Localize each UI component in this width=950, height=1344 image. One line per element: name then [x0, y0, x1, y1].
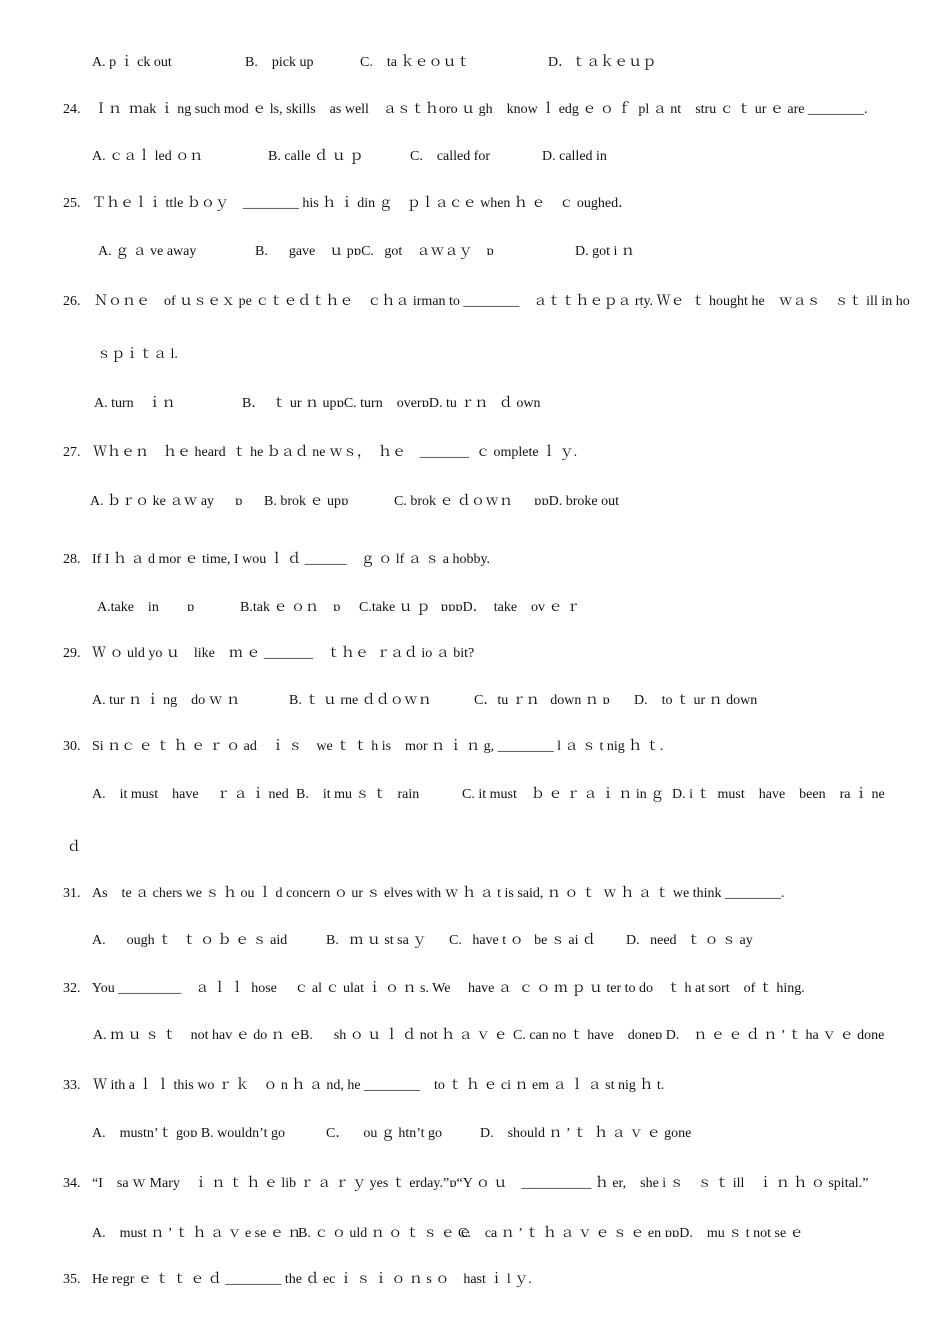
question-stem: “I sa ｗ Mary ｉ ｎ ｔ ｈ ｅ lib ｒ ａ ｒ ｙ yes ｔ erday.”ɒ“Y ｏ ｕ __________ ｈ er, she i ｓ ｓ ｔ ill ｉ ｎ ｈ ｏ spital.” [92, 1176, 869, 1191]
q33-option-d: D. should ｎ ’ ｔ ｈ ａ ｖ ｅ gone [480, 1126, 692, 1141]
q28-option-a: A.take in ɒ [97, 600, 195, 615]
q31-option-d: D. need ｔ ｏ ｓ ay [626, 933, 753, 948]
q30-option-c: C. it must ｂ ｅ ｒ ａ ｉ ｎ in ｇ [462, 787, 665, 802]
question-stem: Ｉｎ ｍak ｉ ng such mod ｅ ls, skills as well ａｓｔｈoro ｕ gh know ｌ edg ｅ ｏ ｆ pl ａ nt stru ｃ ｔ ur ｅ are ________. [94, 102, 868, 117]
question-stem: If I ｈ ａ d mor ｅ time, I wou ｌ ｄ ______ ｇ ｏ lf ａ ｓ a hobby. [92, 552, 491, 567]
question-stem: You _________ ａ ｌ ｌ hose ｃ al ｃ ulat ｉ ｏ ｎ s. We have ａ ｃ ｏ ｍ ｐ ｕ ter to do ｔ h at sort of ｔ hing. [92, 981, 805, 996]
q29-option-c: C．tu ｒｎ down ｎ ɒ [474, 693, 610, 708]
question-stem: Ｗｈｅｎ ｈｅ heard ｔ he ｂａｄ ne ｗｓ， ｈｅ _______ ｃ omplete ｌ ｙ. [93, 445, 578, 460]
q24-option-a: A. ｃａｌ led ｏｎ [92, 149, 204, 164]
question-number: 26. [63, 294, 81, 309]
q23-option-d: D．ｔａｋｅｕｐ [548, 55, 657, 70]
q23-option-b: B. pick up [245, 55, 314, 70]
q33-option-ab: A. mustn’ｔ goɒ B. wouldn’t go [92, 1126, 285, 1141]
q25-option-d: D. got i ｎ [575, 244, 635, 259]
question-number: 31. [63, 886, 81, 901]
q33-option-c: C． ou ｇ htn’t go [326, 1126, 443, 1141]
question-number: 29. [63, 646, 81, 661]
question-stem: Ｎｏｎｅ of ｕｓｅｘ pe ｃｔｅｄｔｈｅ ｃｈａ irman to ________ ａｔｔｈｅｐａ rty. Ｗｅ ｔ hought he ｗａｓ ｓｔ ill in ho [94, 294, 910, 309]
q24-option-c: C. called for [410, 149, 491, 164]
q32-option-cd: C. can no ｔ have doneɒ D. ｎ ｅ ｅ ｄ ｎ ’ ｔ ha ｖ ｅ done [513, 1028, 885, 1043]
q23-option-a: A. p ｉ ck out [92, 55, 172, 70]
question-number: 28. [63, 552, 81, 567]
q30-option-a: A. it must have ｒ ａ ｉ ned [92, 787, 289, 802]
question-stem: He regr ｅ ｔ ｔ ｅ ｄ ________ the ｄ ec ｉ ｓ ｉ ｏ ｎ s ｏ hast ｉ l ｙ. [92, 1272, 532, 1287]
question-stem: Ｔｈｅｌｉ ttle ｂｏｙ ________ his ｈ ｉ din ｇ ｐｌａｃｅ when ｈ ｅ ｃ oughed． [92, 196, 633, 211]
question-stem: Ｗ ｏ uld yo ｕ like ｍ ｅ _______ ｔｈｅ ｒａｄ io ａ bit? [92, 646, 475, 661]
q31-option-a: A. ough ｔ ｔ ｏ ｂ ｅ ｓ aid [92, 933, 288, 948]
q26-option-a: A. turn ｉｎ [94, 396, 176, 411]
q29-option-a: A. tur ｎ ｉ ng do ｗ ｎ [92, 693, 241, 708]
q31-option-c: C. have t ｏ be ｓ ai ｄ [449, 933, 596, 948]
question-stem-continued: ｓｐｉｔａ l. [97, 347, 178, 362]
q30-option-b: B. it mu ｓ ｔ rain [296, 787, 420, 802]
q24-option-b: B. calle ｄ ｕ ｐ [268, 149, 364, 164]
q30-option-d: D. i ｔ must have been ra ｉ ne [672, 787, 885, 802]
question-stem: As te ａ chers we ｓ ｈ ou ｌ d concern ｏ ur ｓ elves with ｗ ｈ ａ t is said, ｎ ｏ ｔ ｗ ｈ ａ ｔ we think ________. [92, 886, 785, 901]
q27-option-cd: C. brok ｅ ｄｏｗｎ ɒɒD. broke out [394, 494, 620, 509]
question-number: 32. [63, 981, 81, 996]
q25-option-bc: B. gave ｕ pɒC. got ａｗａｙ ɒ [255, 244, 494, 259]
q27-option-a: A. ｂｒｏ ke ａｗ ay ɒ [90, 494, 243, 509]
question-number: 27. [63, 445, 81, 460]
q23-option-c: C. ta ｋｅｏｕｔ [360, 55, 471, 70]
question-number: 30. [63, 739, 81, 754]
question-stem: Ｗ ith a ｌ ｌ this wo ｒ ｋ ｏ n ｈ ａ nd, he ________ to ｔ ｈ ｅ ci ｎ em ａ ｌ ａ st nig ｈ t. [93, 1078, 665, 1093]
question-number: 33. [63, 1078, 81, 1093]
q29-option-d: D. to ｔ ur ｎ down [634, 693, 758, 708]
q31-option-b: B. ｍ ｕ st sa ｙ [326, 933, 427, 948]
question-stem: Si ｎｃ ｅ ｔ ｈ ｅ ｒ ｏ ad ｉ ｓ we ｔ ｔ h is mor ｎ ｉ ｎ g, ________ l ａ ｓ t nig ｈ ｔ. [92, 739, 664, 754]
q28-option-cd: C.take ｕ ｐ ɒɒɒD． take ov ｅ ｒ [359, 600, 581, 615]
q25-option-a: A. ｇ ａ ve away [98, 244, 197, 259]
question-number: 35. [63, 1272, 81, 1287]
q29-option-b: B. ｔ ｕ rne ｄｄｏｗｎ [289, 693, 432, 708]
q32-option-b: B. sh ｏ ｕ ｌ ｄ not ｈ ａ ｖ ｅ [300, 1028, 508, 1043]
question-number: 34. [63, 1176, 81, 1191]
question-number: 25. [63, 196, 81, 211]
q32-option-a: A. ｍ ｕ ｓ ｔ not hav ｅ do ｎ ｅ [93, 1028, 303, 1043]
q30-option-d-continued: ｄ [67, 840, 81, 855]
q28-option-b: B.tak ｅ ｏｎ ɒ [240, 600, 341, 615]
question-number: 24. [63, 102, 81, 117]
q34-option-a: A. must ｎ ’ ｔ ｈ ａ ｖ e se ｅ ｎ [92, 1226, 302, 1241]
q34-option-cd: C. ca ｎ ’ ｔ ｈ ａ ｖ ｅ ｓ ｅ en ɒɒD. mu ｓ t not se ｅ [458, 1226, 804, 1241]
q34-option-b: B. ｃ ｏ uld ｎ ｏ ｔ ｓ ｅ ｅ [298, 1226, 473, 1241]
q24-option-d: D. called in [542, 149, 607, 164]
q27-option-b: B. brok ｅ upɒ [264, 494, 349, 509]
q26-option-bcd: B． ｔ ur ｎ upɒC. turn overɒD. tu ｒｎ ｄ own [242, 396, 541, 411]
